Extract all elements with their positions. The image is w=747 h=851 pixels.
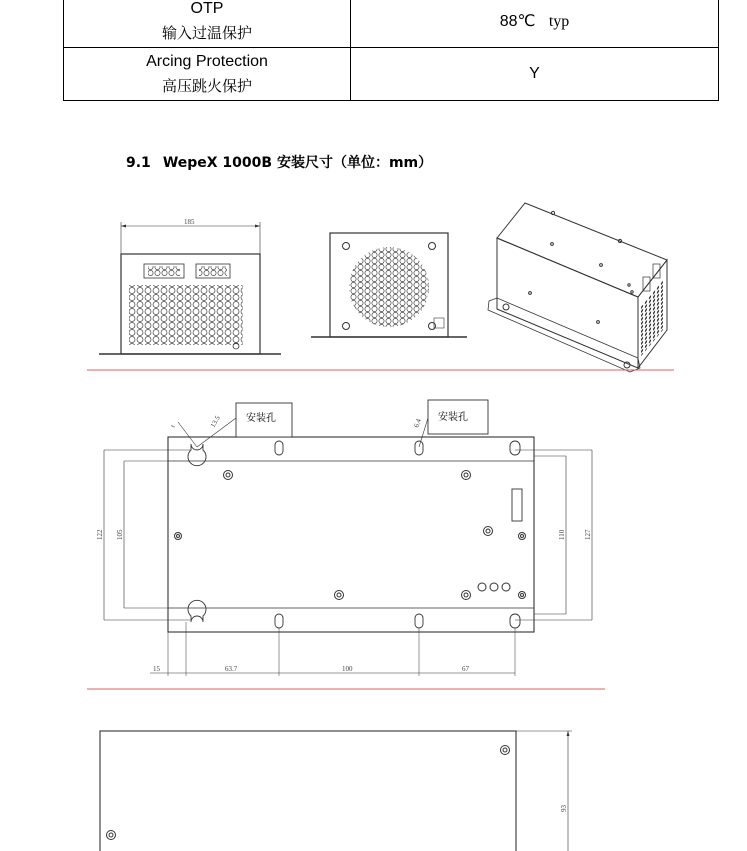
width-dim-label: 15	[153, 665, 160, 673]
height-dim-label: 122	[96, 529, 104, 540]
hole-dim-label: t	[168, 423, 177, 429]
spec-name-cn: 输入过温保护	[161, 24, 252, 42]
spec-value: Y	[529, 65, 540, 82]
spec-name-en: OTP	[190, 0, 224, 17]
height-dim-label: 110	[558, 529, 566, 540]
hole-dim-label: 6.4	[412, 417, 423, 429]
section-title: WepeX 1000B 安装尺寸（单位：mm）	[162, 155, 433, 171]
hole-dim-label: 13.5	[208, 414, 222, 429]
width-dim-label: 67	[462, 665, 469, 673]
spec-value: 88℃	[499, 13, 536, 30]
spec-name-en: Arcing Protection	[146, 53, 268, 70]
height-dim-label: 105	[116, 529, 124, 540]
mounting-view	[104, 400, 592, 676]
section-number: 9.1	[126, 155, 151, 171]
front-width-label: 185	[184, 218, 195, 226]
width-dim-label: 100	[342, 665, 353, 673]
width-dim-label: 63.7	[225, 665, 238, 673]
side-view	[311, 233, 467, 337]
spec-name-cn: 高压跳火保护	[161, 77, 252, 95]
front-view	[99, 222, 281, 354]
height-dim-label: 127	[584, 529, 592, 540]
lower-view	[100, 731, 572, 851]
mounting-view-labels	[96, 410, 592, 673]
isometric-view	[488, 203, 667, 372]
lower-height-label: 93	[560, 805, 568, 812]
spec-value-suffix: typ	[548, 13, 570, 30]
mounting-hole-callout: 安装孔	[246, 413, 276, 424]
mounting-hole-callout: 安装孔	[438, 412, 468, 423]
